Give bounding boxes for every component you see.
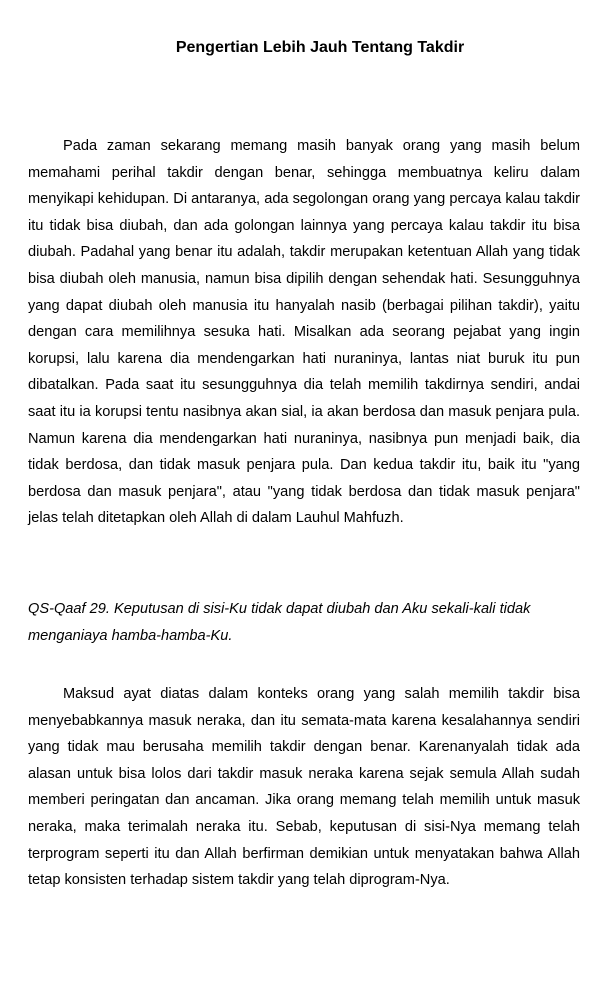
paragraph-1: Pada zaman sekarang memang masih banyak orang yang masih belum memahami perihal takdir dengan benar, sehingga membuatnya keliru dalam menyikapi kehidupan. Di antaranya, ada segolongan orang yang percaya kalau takdir itu tidak bisa diubah, dan ada golongan lainnya yang percaya kalau takdir itu bisa diubah. Padahal yang benar itu adalah, takdir merupakan ketentuan Allah yang tidak bisa diubah oleh manusia, namun bisa dipilih dengan sehendak hati. Sesungguhnya yang dapat diubah oleh manusia itu hanyalah nasib (berbagai pilihan takdir), yaitu dengan cara memilihnya sesuka hati. Misalkan ada seorang pejabat yang ingin korupsi, lalu karena dia mendengarkan hati nuraninya, lantas niat buruk itu pun dibatalkan. Pada saat itu sesungguhnya dia telah memilih takdirnya sendiri, andai saat itu ia korupsi tentu nasibnya akan sial, ia akan berdosa dan masuk penjara pula. Namun karena dia mendengarkan hati nuraninya, nasibnya pun menjadi baik, dia tidak berdosa, dan tidak masuk penjara pula. Dan kedua takdir itu, baik itu "yang berdosa dan masuk penjara", atau "yang tidak berdosa dan tidak masuk penjara" jelas telah ditetapkan oleh Allah di dalam Lauhul Mahfuzh. — [28, 138, 580, 527]
page-title: Pengertian Lebih Jauh Tentang Takdir — [175, 39, 465, 56]
quran-quote: QS-Qaaf 29. Keputusan di sisi-Ku tidak dapat diubah dan Aku sekali-kali tidak menganiaya hamba-hamba-Ku. — [28, 601, 531, 644]
paragraph-2: Maksud ayat diatas dalam konteks orang yang salah memilih takdir bisa menyebabkannya masuk neraka, dan itu semata-mata karena kesalahannya sendiri yang tidak mau berusaha memilih takdir dengan benar. Karenanyalah tidak ada alasan untuk bisa lolos dari takdir masuk neraka karena sejak semula Allah sudah memberi peringatan dan ancaman. Jika orang memang telah memilih untuk masuk neraka, maka terimalah neraka itu. Sebab, keputusan di sisi-Nya memang telah terprogram seperti itu dan Allah berfirman demikian untuk menyatakan bahwa Allah tetap konsisten terhadap sistem takdir yang telah diprogram-Nya. — [28, 686, 580, 889]
